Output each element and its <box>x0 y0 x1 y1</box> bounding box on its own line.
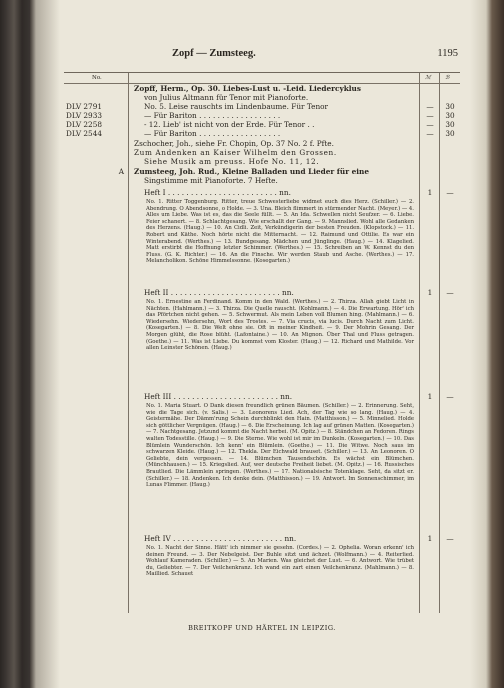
heft-mark: 1 <box>427 188 433 197</box>
heft-label: Heft III . . . . . . . . . . . . . . . . . . . . . . . nn. <box>144 392 293 401</box>
page-number: 1195 <box>437 48 458 59</box>
column-header-mark: ℳ <box>425 75 431 81</box>
heft-contents: No. 1. Ernestine an Ferdinand. Komm in den Wald. (Werthes.) — 2. Thirza. Allah giebt Licht in Nächten. (Hahlmann.) — 3. Thirza. Die Quelle rauscht. (Kohlmann.) — 4. Die Erwartung. Hör' ich das Pförtchen nicht gehen. — 5. Schwermut. Als mein Leben voll Blumen hing. (Mahlmann.) — 6. Wiedersehn. Wiedersehn, Wort des Trostes. — 7. Via crucis, via lucis. Durch Nacht zum Licht. (Kosegarten.) — 8. Die Welt ohne sie. Oft in meiner Kindheit. — 9. Der Mohrin Gesang. Der Morgen glüht, die Rose blüht. (Lafontaine.) — 10. An Mignon. Über Thal und Fluss getragen. (Goethe.) — 11. Was ist Liebe. Du kommst vom Kloster. (Haug.) — 12. Richard und Mathilde. Vor allen Leinster Schönen. (Haug.) <box>146 299 414 352</box>
row-text: von Julius Altmann für Tenor mit Pianoforte. <box>144 93 309 102</box>
heft-label: Heft II . . . . . . . . . . . . . . . . . . . . . . . . nn. <box>144 288 294 297</box>
publisher-footer: BREITKOPF UND HÄRTEL IN LEIPZIG. <box>188 624 336 632</box>
heft-mark: 1 <box>427 392 433 401</box>
row-pf: 30 <box>445 120 455 129</box>
catalog-page <box>64 44 460 664</box>
row-text: Zopff, Herm., Op. 30. Liebes-Lust u. -Leid. Liedercyklus <box>134 84 361 93</box>
heft-contents: No. 1. Maria Stuart. O Dank diesen freundlich grünen Bäumen. (Schiller.) — 2. Erinnerung. Seht, wie die Tage sich. (v. Salis.) — 3. Leonorens Lied. Ach, der Tag wie so lang. (Haug.) — 4. Geistermähe. Der Dämm'rung Schein durchblinkt den Hain. (Matthisson.) — 5. Minnelied. Holde sich göttlicher Vergnügen. (Haug.) — 6. Die Erscheinung. Ich lag auf grünen Matten. (Kosegarten.) — 7. Nachtgesang. Jetzund kommt die Nacht herbei. (M. Opitz.) — 8. Ständchen an Fedoren. Rings walten Todesstille. (Haug.) — 9. Die Sterne. Wie wohl ist mir im Dunkeln. (Kosegarten.) — 10. Das Blümlein Wunderschön. Ich kenn' ein Blümlein. (Goethe.) — 11. Die Witwe. Noch saus im schwarzen Kleide. (Haug.) — 12. Thekla. Der Eichwald brauset. (Schiller.) — 13. An Leonoren. O Geliebte, dein vergessen. — 14. Blümchen Tausendschön. Es wächst ein Blümchen. (Münchhausen.) — 15. Kriegslied. Auf, wer deutsche Freiheit liebet. (M. Opitz.) — 16. Russisches Brautlied. Die Lämmlein springen. (Werthes.) — 17. Nationalsische Totenklage. Seht, da sitzt er. (Schiller.) — 18. Andenken. Ich denke dein. (Matthisson.) — 19. Antwort. Im Sonnenschimmer, im Lunas Flimmer. (Haug.) <box>146 403 414 489</box>
heft-pf: — <box>446 534 454 543</box>
row-pf: 30 <box>445 102 455 111</box>
row-text: Singstimme mit Pianoforte. 7 Hefte. <box>144 176 278 185</box>
page-header <box>64 50 460 62</box>
row-mark: — <box>426 129 434 138</box>
column-divider <box>419 73 420 613</box>
row-text: Zumsteeg, Joh. Rud., Kleine Balladen und Lieder für eine <box>134 167 369 176</box>
heft-contents: No. 1. Ritter Toggenburg. Ritter, treue Schwesterliebe widmet euch dies Herz. (Schiller.) — 2. Abendrung. O Abendsonne, o Holde. — 3. Una. Bleich flimmert in stürmender Nacht. (Meyer.) — 4. Alles um Liebe. Was ist es, das die Seele füllt. — 5. An Ida. Schwellen nicht Seufzer. — 6. Liebe. Feier schanert. — 8. Schlachtgesang. Wie erschallt der Gang. — 9. Mannslied. Wohl alle Gedanken des Herzens. (Haug.) — 10. An Cidli. Zeit, Verkündigerin der besten Freuden. (Klopstock.) — 11. Robert und Käthe. Noch hörte nicht die Mitternacht. — 12. Raimund und Ottilie. Es war ein Winterabend. (Werthes.) — 13. Bundgesang. Mädchen und Jünglinge. (Haug.) — 14. Klagelied. Matt erstirbt die Hoffnung letzter Schimmer. (Werthes.) — 15. Schreiben an W. Kennst du den Fluss. (G. K. Richter.) — 16. An die Finsche. Wir werden Staub und Asche. (Werthes.) — 17. Melancholikon. Schöne Himmelssonne. (Kosegarten.) <box>146 199 414 265</box>
table-header-row <box>64 73 460 84</box>
catalog-table <box>64 72 460 613</box>
page-title: Zopf — Zumsteeg. <box>172 48 256 59</box>
heft-pf: — <box>446 392 454 401</box>
binding-shadow <box>30 0 60 688</box>
heft-label: Heft IV . . . . . . . . . . . . . . . . . . . . . . . . nn. <box>144 534 297 543</box>
heft-mark: 1 <box>427 288 433 297</box>
row-text: - 12. Lieb' ist nicht von der Erde. Für Tenor . . <box>144 120 315 129</box>
row-number: DLV 2258 <box>66 120 102 129</box>
row-text: Siehe Musik am preuss. Hofe No. 11, 12. <box>144 157 320 166</box>
row-text: No. 5. Leise rauschts im Lindenbaume. Für Tenor <box>144 102 329 111</box>
heft-pf: — <box>446 188 454 197</box>
column-divider <box>128 73 129 613</box>
row-mark: — <box>426 120 434 129</box>
column-divider <box>439 73 440 613</box>
row-text: — Für Bariton . . . . . . . . . . . . . . . . . . <box>144 111 281 120</box>
column-header-no: No. <box>92 75 102 81</box>
row-text: — Für Bariton . . . . . . . . . . . . . . . . . . <box>144 129 281 138</box>
row-number: A <box>118 167 124 176</box>
row-number: DLV 2544 <box>66 129 102 138</box>
row-mark: — <box>426 111 434 120</box>
heft-contents: No. 1. Nacht der Sinne. Hätt' ich nimmer sie gesehn. (Cordes.) — 2. Ophelia. Woran erkenn' ich deinen Freund. — 3. Der Nebelgeist. Der Buhle sitzt und ächzet. (Wolfmann.) — 4. Reiterlied. Wohlauf Kameraden. (Schiller.) — 5. An Marien. Was gleichet der Lust. — 6. Antwort. Wie trübet du, Geliebter. — 7. Der Veilchenkranz. Ich wand ein zart einen Veilchenkranz. (Mahlmann.) — 8. Maillied. Schauet <box>146 545 414 578</box>
heft-mark: 1 <box>427 534 433 543</box>
heft-pf: — <box>446 288 454 297</box>
row-text: Zum Andenken an Kaiser Wilhelm den Grossen. <box>134 148 337 157</box>
row-pf: 30 <box>445 111 455 120</box>
heft-label: Heft I . . . . . . . . . . . . . . . . . . . . . . . . nn. <box>144 188 291 197</box>
row-mark: — <box>426 102 434 111</box>
row-pf: 30 <box>445 129 455 138</box>
column-header-pf: ℬ <box>445 75 450 81</box>
row-text: Zschocher, Joh., siehe Fr. Chopin, Op. 37 No. 2 f. Pfte. <box>134 139 334 148</box>
row-number: DLV 2791 <box>66 102 102 111</box>
row-number: DLV 2933 <box>66 111 102 120</box>
